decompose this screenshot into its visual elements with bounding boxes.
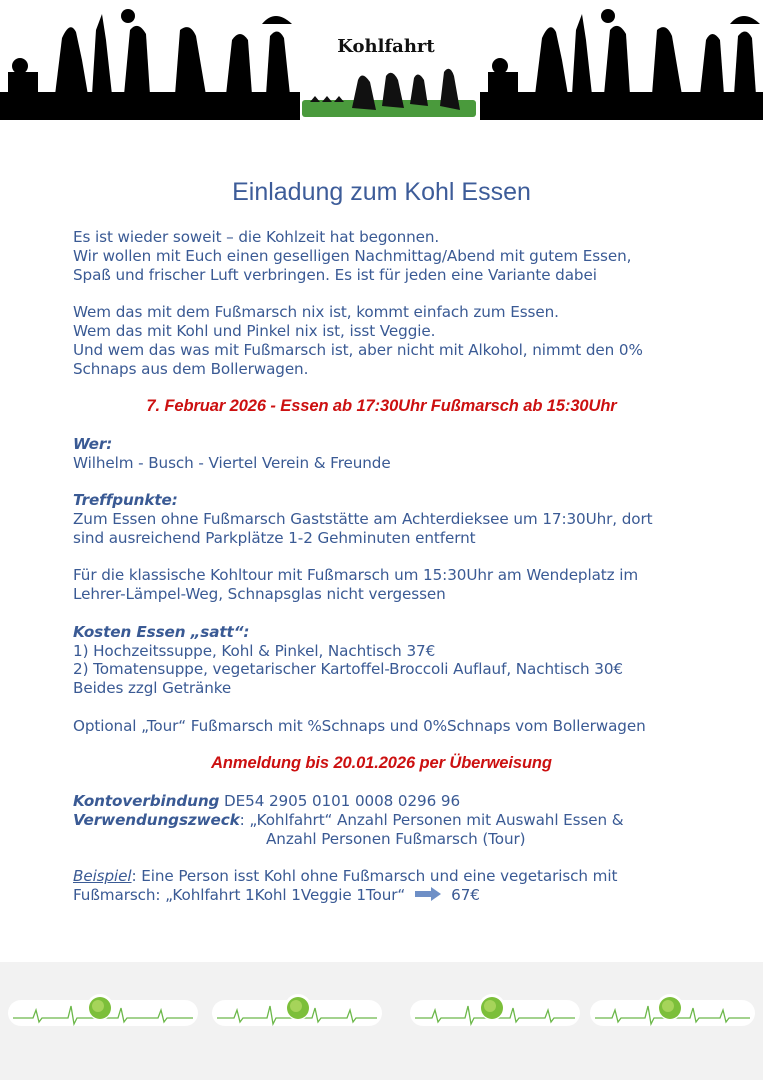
arrow-right-icon bbox=[415, 887, 441, 901]
treffpunkt-line: Für die klassische Kohltour mit Fußmarsch um 15:30Uhr am Wendeplatz im bbox=[73, 566, 639, 585]
wer-heading: Wer: bbox=[73, 434, 113, 453]
cabbage-heartbeat-icon bbox=[8, 992, 198, 1032]
zweck-text: : „Kohlfahrt“ Anzahl Personen mit Auswahl Essen & bbox=[239, 810, 624, 829]
beispiel-text: : Eine Person isst Kohl ohne Fußmarsch und eine vegetarisch mit bbox=[131, 867, 618, 886]
footer-decoration bbox=[0, 962, 763, 1080]
variant-line: Wem das mit Kohl und Pinkel nix ist, isst Veggie. bbox=[73, 321, 436, 340]
variant-line: Wem das mit dem Fußmarsch nix ist, kommt einfach zum Essen. bbox=[73, 303, 559, 322]
logo-text: Kohlfahrt bbox=[337, 36, 435, 57]
treffpunkt-line: Lehrer-Lämpel-Weg, Schnapsglas nicht vergessen bbox=[73, 585, 446, 604]
kohlfahrt-logo bbox=[302, 36, 476, 117]
variant-line: Und wem das was mit Fußmarsch ist, aber nicht mit Alkohol, nimmt den 0% bbox=[73, 340, 643, 359]
treffpunkte-heading: Treffpunkte: bbox=[73, 491, 178, 510]
optional-tour: Optional „Tour“ Fußmarsch mit %Schnaps und 0%Schnaps vom Bollerwagen bbox=[73, 716, 646, 735]
beispiel-line-2 bbox=[73, 886, 713, 905]
beispiel-reference: Fußmarsch: „Kohlfahrt 1Kohl 1Veggie 1Tour“ bbox=[73, 885, 406, 904]
wer-text: Wilhelm - Busch - Viertel Verein & Freunde bbox=[73, 453, 391, 472]
event-date: 7. Februar 2026 - Essen ab 17:30Uhr Fußmarsch ab 15:30Uhr bbox=[146, 397, 617, 416]
konto-label: Kontoverbindung bbox=[73, 791, 220, 810]
silhouette-procession-left bbox=[0, 9, 300, 120]
zweck-line bbox=[73, 811, 713, 830]
beispiel-line bbox=[73, 867, 713, 886]
cabbage-heartbeat-icon bbox=[212, 992, 382, 1032]
kosten-item: 2) Tomatensuppe, vegetarischer Kartoffel-Broccoli Auflauf, Nachtisch 30€ bbox=[73, 660, 623, 679]
header-banner bbox=[0, 0, 763, 120]
zweck-label: Verwendungszweck bbox=[73, 810, 240, 829]
cabbage-heartbeat-icon bbox=[590, 992, 755, 1032]
registration-deadline: Anmeldung bis 20.01.2026 per Überweisung bbox=[211, 754, 552, 773]
page-title: Einladung zum Kohl Essen bbox=[232, 178, 531, 206]
treffpunkt-line: sind ausreichend Parkplätze 1-2 Gehminuten entfernt bbox=[73, 528, 476, 547]
intro-line: Spaß und frischer Luft verbringen. Es ist für jeden eine Variante dabei bbox=[73, 265, 597, 284]
beispiel-result: 67€ bbox=[451, 885, 480, 904]
kosten-item: Beides zzgl Getränke bbox=[73, 679, 232, 698]
iban-value: DE54 2905 0101 0008 0296 96 bbox=[219, 791, 461, 810]
intro-line: Es ist wieder soweit – die Kohlzeit hat begonnen. bbox=[73, 228, 440, 246]
silhouette-procession-right bbox=[480, 9, 763, 120]
invitation-body bbox=[73, 228, 713, 905]
cabbage-heartbeat-icon bbox=[410, 992, 580, 1032]
kosten-item: 1) Hochzeitssuppe, Kohl & Pinkel, Nachtisch 37€ bbox=[73, 641, 436, 660]
zweck-line-2: Anzahl Personen Fußmarsch (Tour) bbox=[266, 829, 526, 848]
treffpunkt-line: Zum Essen ohne Fußmarsch Gaststätte am Achterdieksee um 17:30Uhr, dort bbox=[73, 509, 653, 528]
kosten-heading: Kosten Essen „satt“: bbox=[73, 622, 250, 641]
beispiel-label: Beispiel bbox=[73, 867, 132, 886]
konto-line bbox=[73, 792, 713, 811]
intro-line: Wir wollen mit Euch einen geselligen Nachmittag/Abend mit gutem Essen, bbox=[73, 246, 632, 265]
variant-line: Schnaps aus dem Bollerwagen. bbox=[73, 359, 309, 378]
